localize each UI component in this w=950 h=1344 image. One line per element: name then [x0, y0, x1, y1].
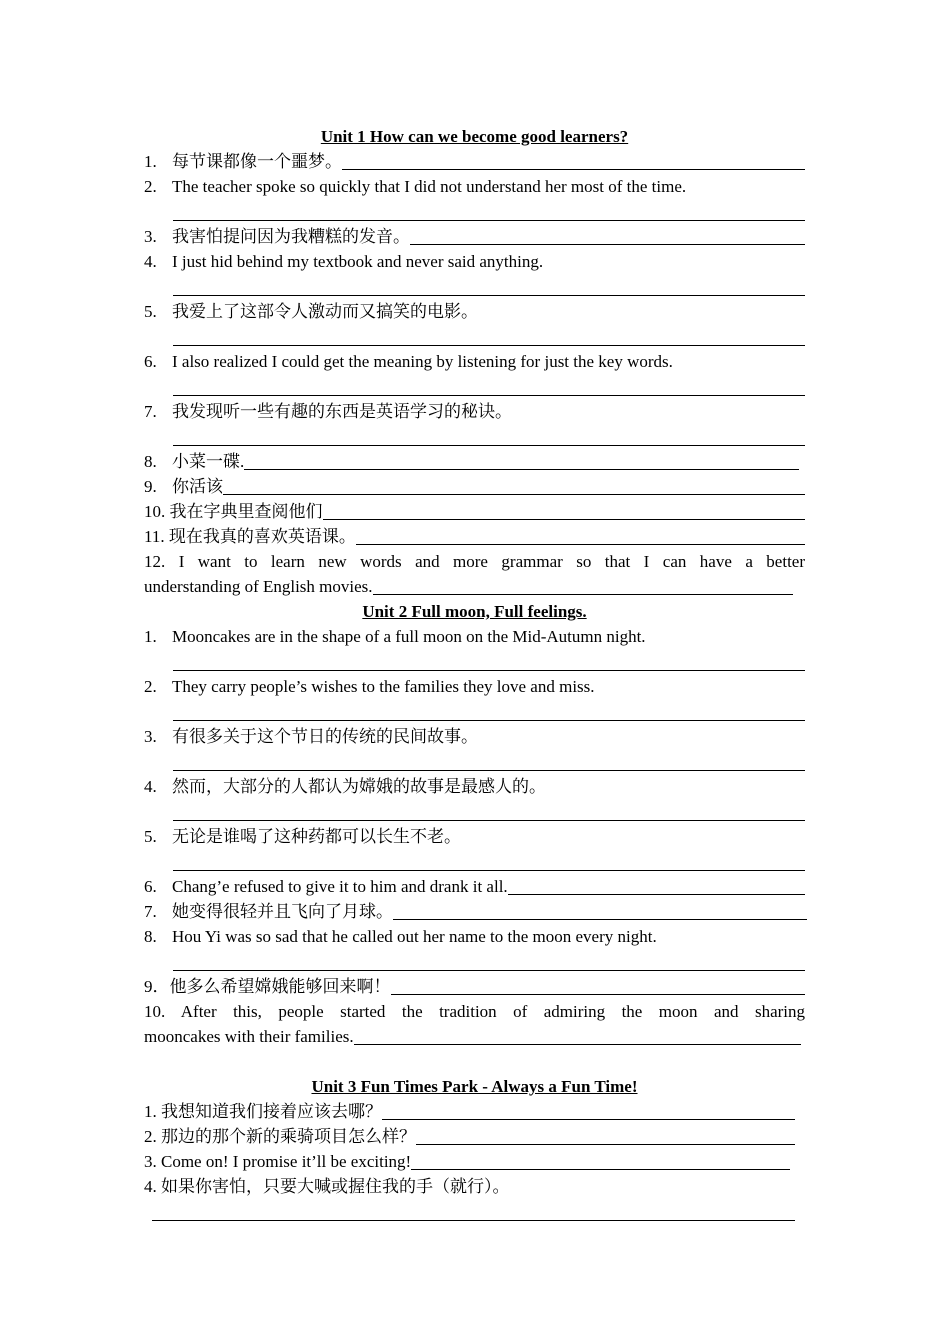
item-number: 1. [144, 627, 157, 646]
answer-blank[interactable] [323, 519, 805, 520]
answer-line[interactable] [144, 424, 805, 449]
answer-line[interactable] [144, 699, 805, 724]
u2-item-5 [144, 824, 805, 849]
u1-item-10 [144, 499, 805, 524]
item-number: 10. [144, 1002, 166, 1021]
item-number: 11. [144, 527, 165, 546]
answer-line[interactable] [144, 1199, 805, 1224]
unit1-heading: Unit 1 How can we become good learners? [320, 127, 629, 146]
answer-blank[interactable] [391, 994, 805, 995]
item-text: 她变得很轻并且飞向了月球。 [172, 902, 393, 921]
item-number: 9. [144, 477, 157, 496]
answer-blank[interactable] [244, 469, 799, 470]
item-number: 7. [144, 902, 157, 921]
u2-item-3 [144, 724, 805, 749]
u2-item-7 [144, 899, 805, 924]
answer-line[interactable] [144, 799, 805, 824]
item-text-continued: mooncakes with their families. [144, 1027, 354, 1046]
item-number: 3. [144, 1152, 157, 1171]
unit2-heading: Unit 2 Full moon, Full feelings. [362, 602, 587, 621]
item-number: 8. [144, 927, 157, 946]
answer-line[interactable] [144, 749, 805, 774]
u2-item-10 [144, 999, 805, 1024]
item-number: 7. [144, 402, 157, 421]
item-text-continued: understanding of English movies. [144, 577, 373, 596]
answer-blank[interactable] [382, 1119, 795, 1120]
item-number: 3. [144, 727, 157, 746]
answer-blank[interactable] [342, 169, 805, 170]
item-text: Chang’e refused to give it to him and drank it all. [172, 877, 508, 896]
u3-item-4 [144, 1174, 805, 1199]
u1-item-6 [144, 349, 805, 374]
answer-line[interactable] [144, 324, 805, 349]
u2-item-8 [144, 924, 805, 949]
item-text: I just hid behind my textbook and never said anything. [172, 252, 544, 271]
item-number: 3. [144, 227, 157, 246]
answer-line[interactable] [144, 274, 805, 299]
answer-blank[interactable] [416, 1144, 795, 1145]
u2-item-6 [144, 874, 805, 899]
item-text: 然而，大部分的人都认为嫦娥的故事是最感人的。 [172, 777, 546, 796]
item-number: 6. [144, 877, 157, 896]
u2-item-10-cont [144, 1024, 805, 1049]
answer-line[interactable] [144, 849, 805, 874]
item-text: 每节课都像一个噩梦。 [172, 152, 342, 171]
answer-line[interactable] [144, 374, 805, 399]
answer-blank[interactable] [223, 494, 805, 495]
u1-item-1 [144, 149, 805, 174]
item-number: 9． [144, 977, 170, 996]
u2-item-1 [144, 624, 805, 649]
u1-item-4 [144, 249, 805, 274]
u1-item-12-cont [144, 574, 805, 599]
item-text: 有很多关于这个节日的传统的民间故事。 [172, 727, 478, 746]
item-number: 12. [144, 552, 166, 571]
u1-item-7 [144, 399, 805, 424]
answer-blank[interactable] [354, 1044, 801, 1045]
item-text: Come on! I promise it’ll be exciting! [161, 1152, 412, 1171]
item-text: 小菜一碟. [172, 452, 245, 471]
answer-blank[interactable] [410, 244, 805, 245]
answer-line[interactable] [144, 949, 805, 974]
u3-item-2 [144, 1124, 805, 1149]
item-number: 5. [144, 302, 157, 321]
u2-item-4 [144, 774, 805, 799]
item-number: 4. [144, 1177, 157, 1196]
answer-line[interactable] [144, 649, 805, 674]
u1-item-9 [144, 474, 805, 499]
item-text: 他多么希望嫦娥能够回来啊！ [169, 977, 391, 996]
u2-item-2 [144, 674, 805, 699]
item-number: 5. [144, 827, 157, 846]
item-text: 那边的那个新的乘骑项目怎么样？ [161, 1127, 416, 1146]
item-number: 1. [144, 1102, 157, 1121]
item-text: Mooncakes are in the shape of a full moon on the Mid-Autumn night. [172, 627, 646, 646]
answer-line[interactable] [144, 199, 805, 224]
u2-item-9 [144, 974, 805, 999]
answer-blank[interactable] [508, 894, 805, 895]
answer-blank[interactable] [411, 1169, 790, 1170]
item-number: 2. [144, 677, 157, 696]
item-number: 4. [144, 777, 157, 796]
item-number: 6. [144, 352, 157, 371]
u1-item-3 [144, 224, 805, 249]
item-text: 你活该 [172, 477, 223, 496]
item-text: I also realized I could get the meaning by listening for just the key words. [172, 352, 673, 371]
item-text: I want to learn new words and more grammar so that I can have a better [178, 552, 806, 571]
u1-item-8 [144, 449, 805, 474]
item-text: Hou Yi was so sad that he called out her name to the moon every night. [172, 927, 657, 946]
item-number: 4. [144, 252, 157, 271]
unit3-heading: Unit 3 Fun Times Park - Always a Fun Time! [311, 1077, 638, 1096]
item-number: 10. [144, 502, 166, 521]
u1-item-12 [144, 549, 805, 574]
u1-item-11 [144, 524, 805, 549]
answer-blank[interactable] [356, 544, 805, 545]
item-text: They carry people’s wishes to the families they love and miss. [172, 677, 595, 696]
u1-item-2 [144, 174, 805, 199]
item-text: 我想知道我们接着应该去哪？ [161, 1102, 382, 1121]
item-text: 我在字典里查阅他们 [169, 502, 323, 521]
item-number: 8. [144, 452, 157, 471]
u3-item-1 [144, 1099, 805, 1124]
item-text: 现在我真的喜欢英语课。 [168, 527, 356, 546]
worksheet-content [144, 124, 805, 1224]
item-text: 我发现听一些有趣的东西是英语学习的秘诀。 [172, 402, 512, 421]
item-text: 我害怕提问因为我糟糕的发音。 [172, 227, 410, 246]
item-number: 2. [144, 1127, 157, 1146]
item-text: 我爱上了这部令人激动而又搞笑的电影。 [172, 302, 478, 321]
item-text: The teacher spoke so quickly that I did not understand her most of the time. [172, 177, 687, 196]
u3-item-3 [144, 1149, 805, 1174]
item-number: 1. [144, 152, 157, 171]
item-text: 无论是谁喝了这种药都可以长生不老。 [172, 827, 461, 846]
item-number: 2. [144, 177, 157, 196]
answer-blank[interactable] [373, 594, 793, 595]
u1-item-5 [144, 299, 805, 324]
answer-blank[interactable] [393, 919, 807, 920]
item-text: After this, people started the tradition of admiring the moon and sharing [180, 1002, 806, 1021]
item-text: 如果你害怕，只要大喊或握住我的手（就行）。 [161, 1177, 510, 1196]
